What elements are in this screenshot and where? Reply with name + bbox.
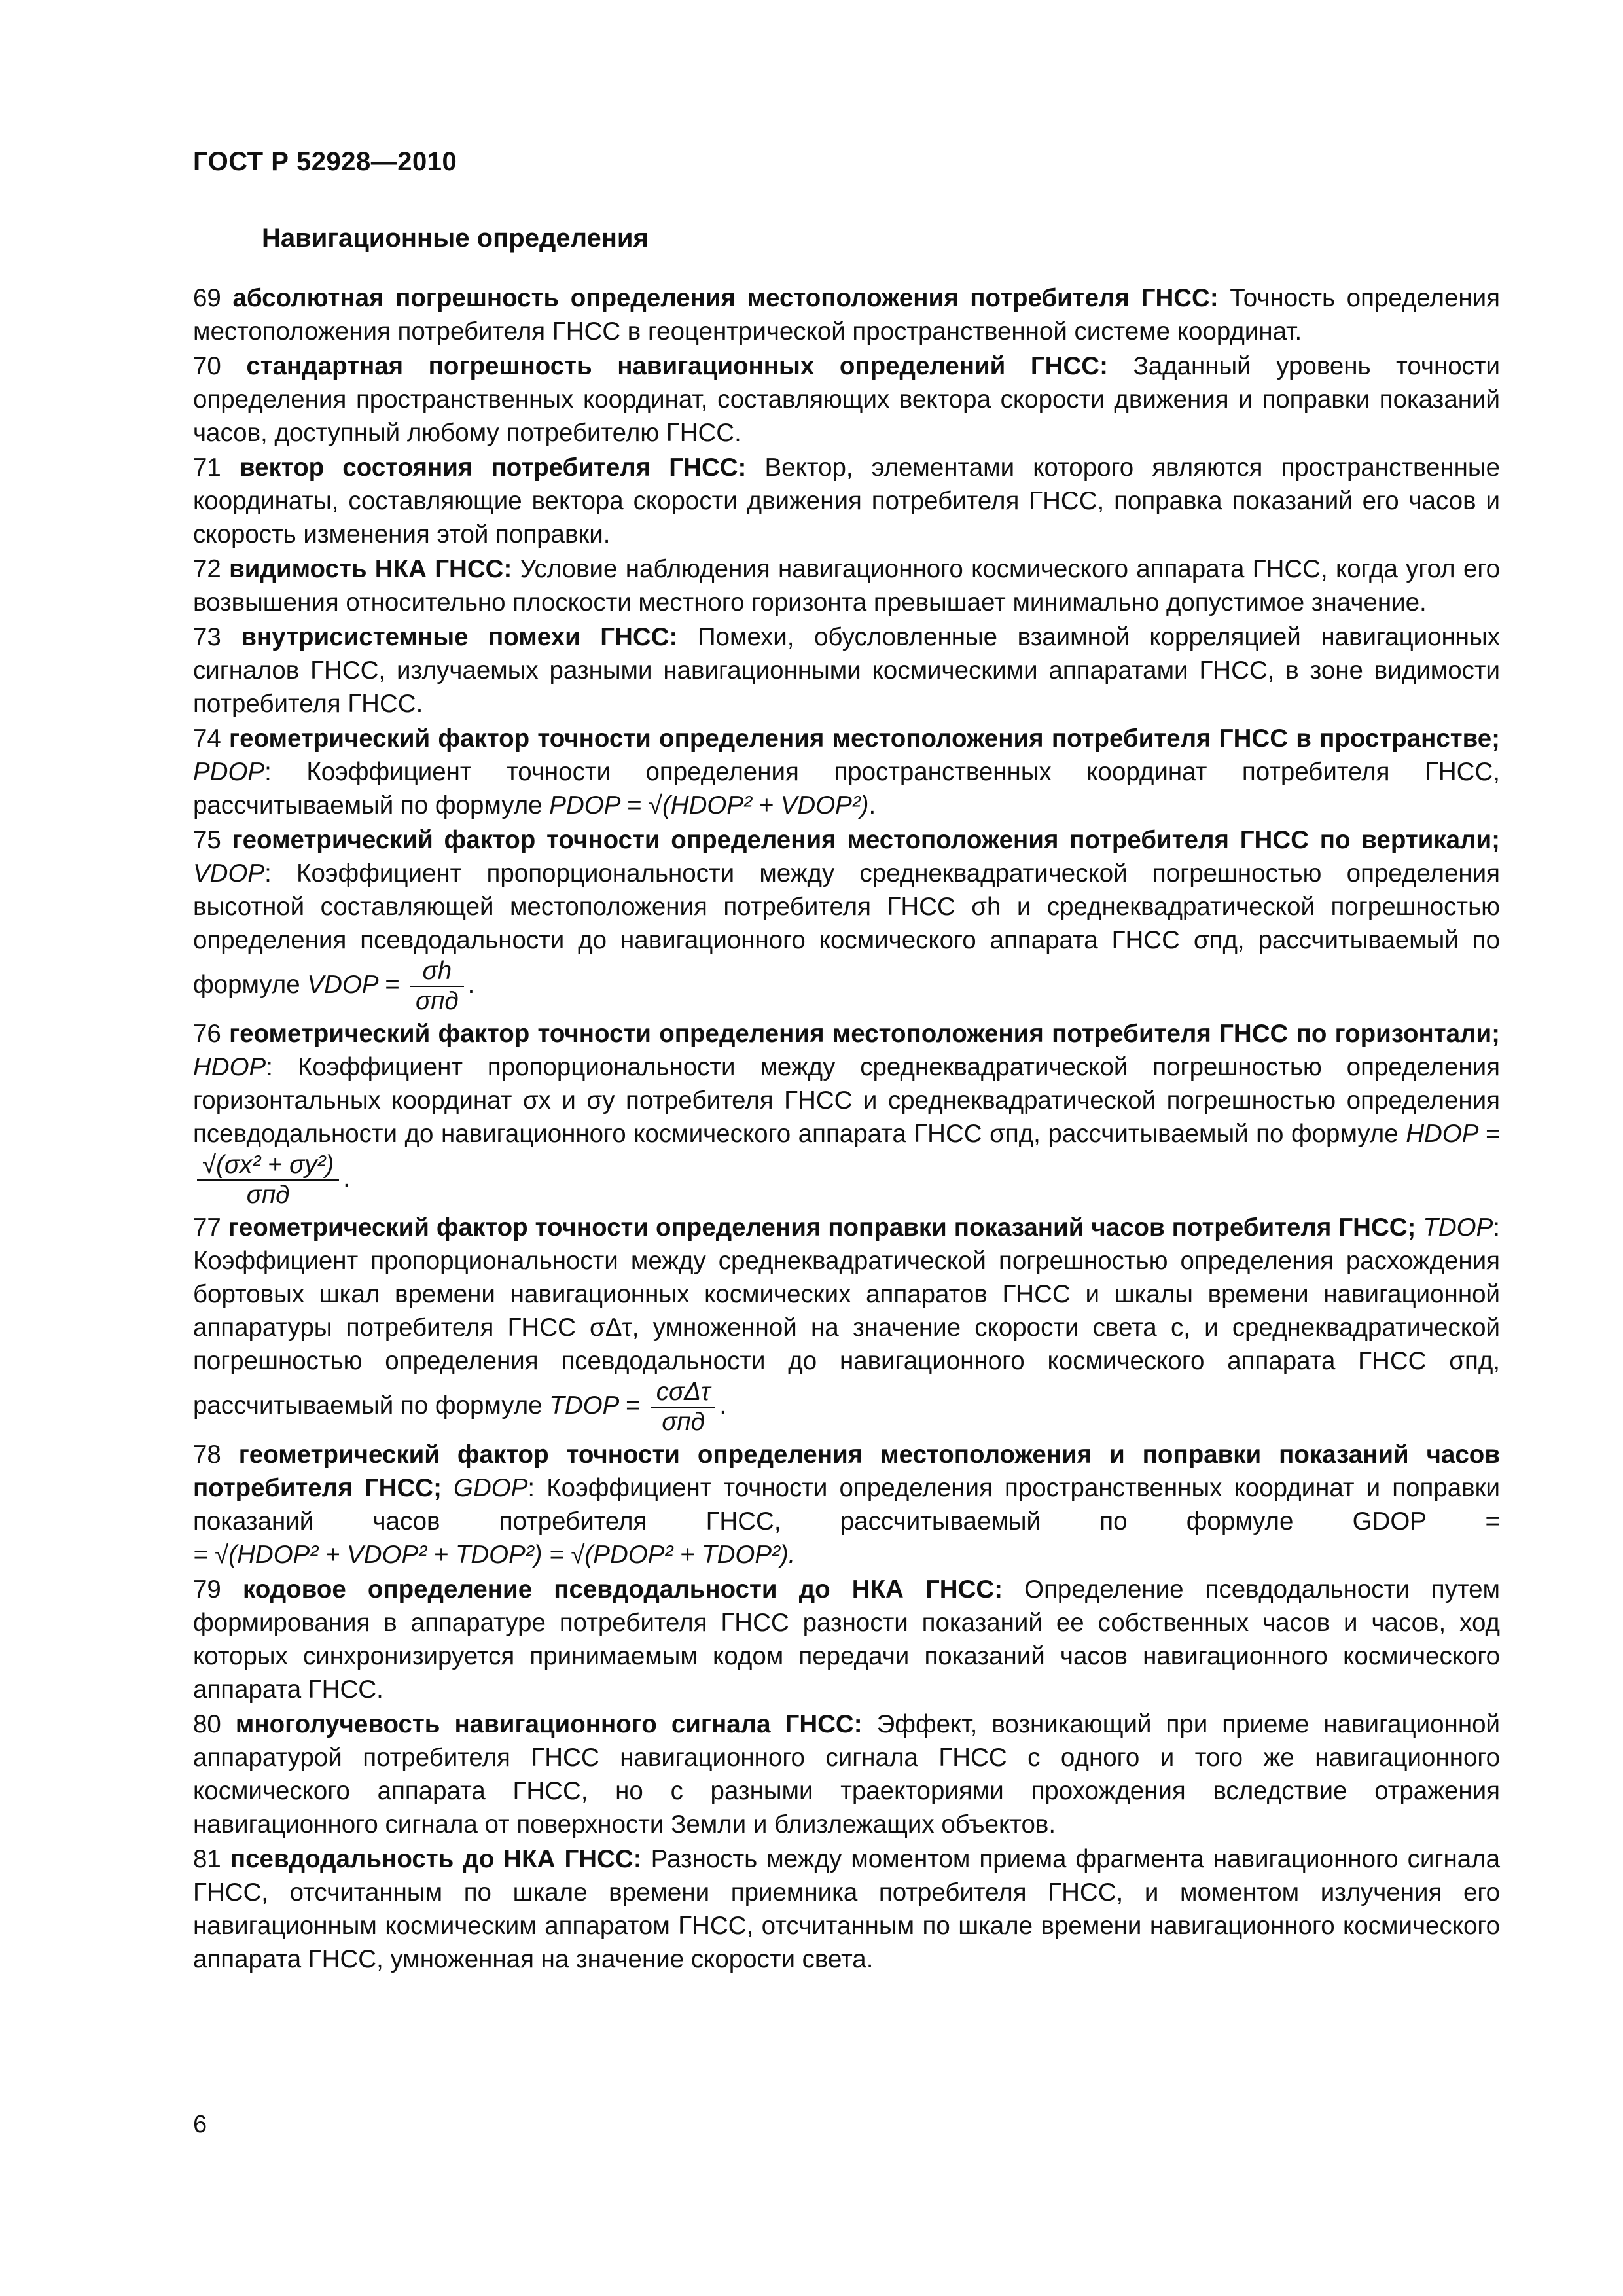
- fraction-denominator: σпд: [415, 987, 459, 1015]
- definition-72: [193, 552, 1500, 619]
- section-title: Навигационные определения: [262, 224, 649, 253]
- formula-vdop-lhs: VDOP =: [307, 971, 400, 999]
- definition-term: внутрисистемные помехи ГНСС:: [241, 623, 678, 651]
- definition-70: [193, 350, 1500, 450]
- definition-80: [193, 1708, 1500, 1841]
- definition-text: : Коэффициент пропорциональности между среднеквадратической погрешностью определения расхождения бортовых шкал времени навигационных космических аппаратов ГНСС и шкалы времени навигационной аппаратуры потребителя ГНСС σΔτ, умноженной на значение скорости света c, и среднеквадратической погрешностью определения псевдодальности до навигационного космического аппарата ГНСС σпд, рассчитываемый по формуле: [193, 1213, 1500, 1420]
- definition-text: Помехи, обусловленные взаимной корреляцией навигационных сигналов ГНСС, излучаемых разными навигационными космическими аппаратами ГНСС, в зоне видимости потребителя ГНСС.: [193, 623, 1500, 718]
- definition-text: Условие наблюдения навигационного космического аппарата ГНСС, когда угол его возвышения относительно плоскости местного горизонта превышает минимально допустимое значение.: [193, 555, 1500, 617]
- fraction-denominator: σпд: [246, 1181, 290, 1209]
- definition-term: многолучевость навигационного сигнала ГНСС:: [235, 1710, 863, 1738]
- definition-number: 81: [193, 1845, 221, 1873]
- definition-text: : Коэффициент точности определения пространственных координат и поправки показаний часов потребителя ГНСС, рассчитываемый по формуле GDOP =: [193, 1474, 1501, 1535]
- definition-number: 69: [193, 284, 221, 312]
- definitions-list: [193, 281, 1500, 1977]
- formula-tdop-fraction: [651, 1378, 716, 1437]
- definition-number: 71: [193, 454, 221, 482]
- definition-73: [193, 620, 1500, 721]
- fraction-numerator: cσΔτ: [651, 1378, 716, 1408]
- definition-number: 77: [193, 1213, 221, 1242]
- definition-number: 74: [193, 725, 221, 753]
- definition-term: абсолютная погрешность определения местоположения потребителя ГНСС:: [232, 284, 1219, 312]
- definition-75: 75 геометрический фактор точности определения местоположения потребителя ГНСС по вертикали; VDOP: Коэффициент пропорциональности между среднеквадратической погрешностью определения высотной составляющей местоположения потребителя ГНСС σh и среднеквадратической погрешностью определения псевдодальности до навигационного космического аппарата ГНСС σпд, рассчитываемый по формуле VDOP = $\frac{\sigma h}{\text{σпд}}$ .: [193, 826, 1500, 1015]
- fraction-numerator: σh: [410, 957, 464, 987]
- definition-77: 77 геометрический фактор точности определения поправки показаний часов потребителя ГНСС; TDOP: Коэффициент пропорциональности между среднеквадратической погрешностью определения расхождения бортовых шкал времени навигационных космических аппаратов ГНСС и шкалы времени навигационной аппаратуры потребителя ГНСС σΔτ, умноженной на значение скорости света c, и среднеквадратической погрешностью определения псевдодальности до навигационного космического аппарата ГНСС σпд, рассчитываемый по формуле TDOP = $\frac{\text{cσΔτ}}{\text{σпд}}$ .: [193, 1213, 1500, 1436]
- page-number: 6: [193, 2111, 207, 2138]
- definition-text: Заданный уровень точности определения пространственных координат, составляющих вектора скорости движения и поправки показаний часов, доступный любому потребителю ГНСС.: [193, 352, 1501, 447]
- definition-text: Вектор, элементами которого являются пространственные координаты, составляющие вектора скорости движения потребителя ГНСС, поправка показаний его часов и скорость изменения этой поправки.: [193, 454, 1500, 548]
- definition-term: стандартная погрешность навигационных определений ГНСС:: [246, 352, 1108, 380]
- definition-abbreviation: PDOP: [193, 758, 265, 786]
- definition-term: геометрический фактор точности определения местоположения потребителя ГНСС в пространстве;: [229, 725, 1500, 753]
- formula-tdop-lhs: TDOP =: [549, 1391, 640, 1420]
- formula-pdop: PDOP = √(HDOP² + VDOP²): [549, 791, 869, 819]
- definition-term: геометрический фактор точности определения местоположения потребителя ГНСС по вертикали;: [232, 826, 1500, 854]
- definition-text: Эффект, возникающий при приеме навигационной аппаратурой потребителя ГНСС навигационного сигнала ГНСС с одного и того же навигационного космического аппарата ГНСС, но с разными траекториями прохождения вследствие отражения навигационного сигнала от поверхности Земли и близлежащих объектов.: [193, 1710, 1500, 1839]
- definition-number: 80: [193, 1710, 221, 1738]
- definition-number: 79: [193, 1575, 221, 1604]
- formula-gdop: = √(HDOP² + VDOP² + TDOP²) = √(PDOP² + TDOP²).: [193, 1541, 796, 1569]
- definition-abbreviation: VDOP: [193, 859, 265, 888]
- definition-number: 76: [193, 1020, 221, 1048]
- formula-vdop-fraction: [410, 957, 464, 1016]
- definition-text: Определение псевдодальности путем формирования в аппаратуре потребителя ГНСС разности показаний ее собственных часов и часов, ход которых синхронизируется принимаемым кодом передачи показаний часов навигационного космического аппарата ГНСС.: [193, 1575, 1500, 1704]
- definition-number: 72: [193, 555, 221, 583]
- definition-number: 78: [193, 1441, 221, 1469]
- definition-69: [193, 281, 1500, 348]
- definition-term: геометрический фактор точности определения поправки показаний часов потребителя ГНСС;: [228, 1213, 1416, 1242]
- definition-text: : Коэффициент пропорциональности между среднеквадратической погрешностью определения горизонтальных координат σx и σy потребителя ГНСС и среднеквадратической погрешностью определения псевдодальности до навигационного космического аппарата ГНСС σпд, рассчитываемый по формуле: [193, 1053, 1500, 1148]
- definition-term: геометрический фактор точности определения местоположения и поправки показаний часов потребителя ГНСС;: [193, 1441, 1500, 1502]
- definition-number: 75: [193, 826, 221, 854]
- definition-number: 70: [193, 352, 221, 380]
- definition-term: видимость НКА ГНСС:: [229, 555, 512, 583]
- definition-79: [193, 1573, 1500, 1706]
- fraction-denominator: σпд: [662, 1408, 705, 1436]
- definition-text: Точность определения местоположения потребителя ГНСС в геоцентрической пространственной системе координат.: [193, 284, 1500, 346]
- definition-term: вектор состояния потребителя ГНСС:: [239, 454, 747, 482]
- definition-term: геометрический фактор точности определения местоположения потребителя ГНСС по горизонтали;: [229, 1020, 1500, 1048]
- document-header: ГОСТ Р 52928—2010: [193, 147, 457, 176]
- definition-text: Разность между моментом приема фрагмента навигационного сигнала ГНСС, отсчитанным по шкале времени приемника потребителя ГНСС, и моментом излучения его навигационным космическим аппаратом ГНСС, отсчитанным по шкале времени навигационного космического аппарата ГНСС, умноженная на значение скорости света.: [193, 1845, 1501, 1973]
- definition-81: [193, 1842, 1500, 1976]
- definition-78: [193, 1438, 1500, 1571]
- definition-71: [193, 451, 1500, 551]
- definition-abbreviation: GDOP: [454, 1474, 528, 1502]
- definition-abbreviation: HDOP: [193, 1053, 266, 1081]
- formula-hdop-lhs: HDOP =: [1406, 1120, 1501, 1148]
- definition-76: 76 геометрический фактор точности определения местоположения потребителя ГНСС по горизонтали; HDOP: Коэффициент пропорциональности между среднеквадратической погрешностью определения горизонтальных координат σx и σy потребителя ГНСС и среднеквадратической погрешностью определения псевдодальности до навигационного космического аппарата ГНСС σпд, рассчитываемый по формуле HDOP = $\frac{\text{√(σx² + σy²)}}{\text{σпд}}$ .: [193, 1020, 1501, 1209]
- definition-74: 74 геометрический фактор точности определения местоположения потребителя ГНСС в пространстве; PDOP: Коэффициент точности определения пространственных координат потребителя ГНСС, рассчитываемый по формуле PDOP = √(HDOP² + VDOP²).: [193, 725, 1500, 819]
- definition-text: : Коэффициент точности определения пространственных координат потребителя ГНСС, рассчитываемый по формуле: [193, 758, 1500, 819]
- formula-hdop-fraction: [197, 1151, 339, 1210]
- definition-number: 73: [193, 623, 221, 651]
- definition-term: кодовое определение псевдодальности до НКА ГНСС:: [242, 1575, 1003, 1604]
- definition-abbreviation: TDOP: [1423, 1213, 1493, 1242]
- definition-text: : Коэффициент пропорциональности между среднеквадратической погрешностью определения высотной составляющей местоположения потребителя ГНСС σh и среднеквадратической погрешностью определения псевдодальности до навигационного космического аппарата ГНСС σпд, рассчитываемый по формуле: [193, 859, 1500, 999]
- definition-term: псевдодальность до НКА ГНСС:: [230, 1845, 642, 1873]
- fraction-numerator: √(σx² + σy²): [197, 1151, 339, 1181]
